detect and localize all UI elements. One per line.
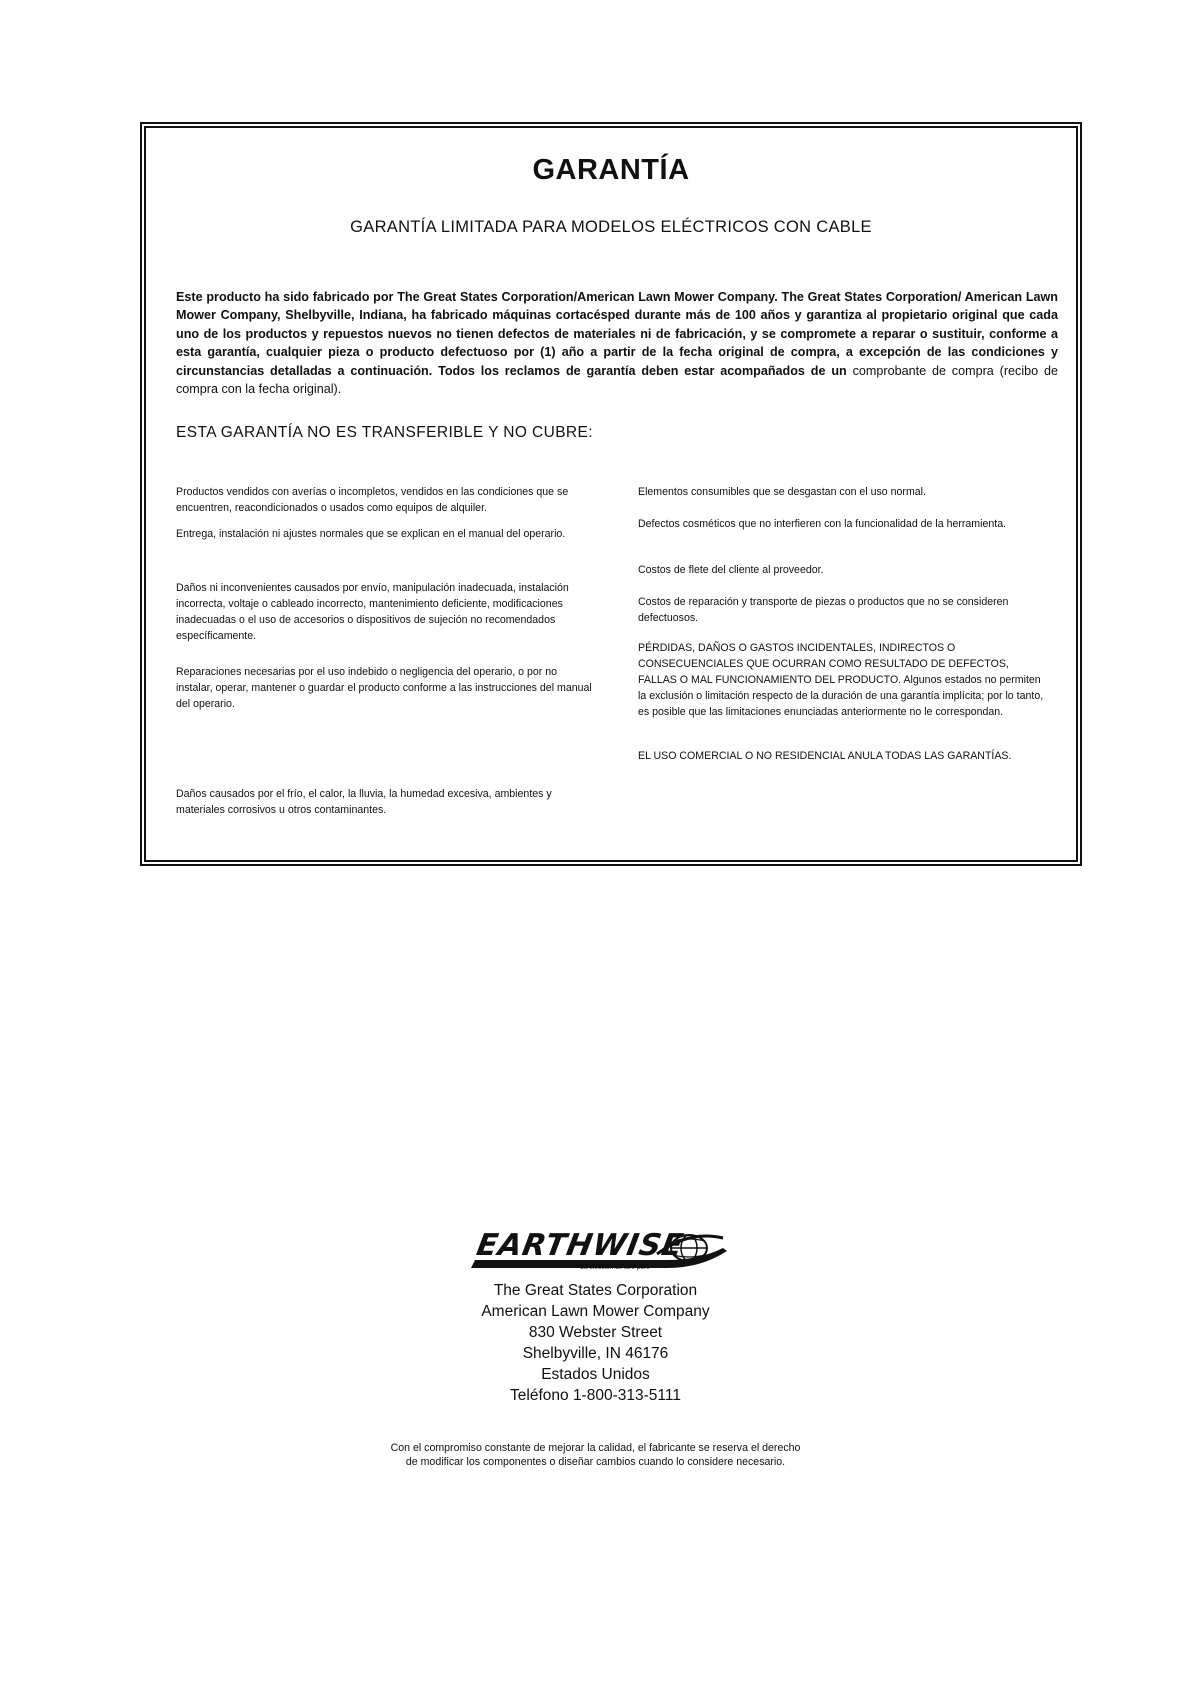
- earthwise-logo: [461, 1228, 731, 1274]
- disclaimer-line: de modificar los componentes o diseñar cambios cuando lo considere necesario.: [405, 1455, 786, 1468]
- company-footer: [0, 1228, 1191, 1469]
- logo-wordmark: EARTHWISE: [473, 1228, 686, 1263]
- disclaimer: [0, 1442, 1191, 1469]
- address-line: 830 Webster Street: [528, 1324, 663, 1341]
- exclusions-heading: ESTA GARANTÍA NO ES TRANSFERIBLE Y NO CUBRE:: [176, 424, 593, 441]
- warranty-subtitle: GARANTÍA LIMITADA PARA MODELOS ELÉCTRICOS CON CABLE: [350, 218, 872, 236]
- exclusions-right-column: [638, 484, 1048, 784]
- address-line: American Lawn Mower Company: [481, 1303, 710, 1320]
- address-line: Estados Unidos: [541, 1366, 650, 1383]
- address-line: Shelbyville, IN 46176: [522, 1345, 669, 1362]
- exclusion-item: PÉRDIDAS, DAÑOS O GASTOS INCIDENTALES, INDIRECTOS O CONSECUENCIALES QUE OCURRAN COMO RESULTADO DE DEFECTOS, FALLAS O MAL FUNCIONAMIENTO DEL PRODUCTO. Algunos estados no permiten la exclusión o limitación respecto de la duración de una garantía implícita; por lo tanto, es posible que las limitaciones enunciadas anteriormente no le correspondan.: [638, 642, 1044, 718]
- exclusion-item: Daños ni inconvenientes causados por envío, manipulación inadecuada, instalación incorrecta, voltaje o cableado incorrecto, mantenimiento deficiente, modificaciones inadecuadas o el uso de accesorios o dispositivos de sujeción no recomendados específicamente.: [176, 582, 569, 642]
- company-address: [0, 1280, 1191, 1406]
- warranty-box: [140, 122, 1082, 866]
- warranty-intro: [176, 288, 1058, 398]
- intro-normal-text: comprobante de compra (recibo de compra con la fecha original).: [176, 363, 1058, 397]
- exclusion-item: Defectos cosméticos que no interfieren con la funcionalidad de la herramienta.: [638, 518, 1007, 530]
- exclusion-item: Entrega, instalación ni ajustes normales que se explican en el manual del operario.: [176, 528, 566, 540]
- exclusion-item: Reparaciones necesarias por el uso indebido o negligencia del operario, o por no instalar, operar, mantener o guardar el producto conforme a las instrucciones del manual del operario.: [176, 666, 592, 710]
- intro-bold-text: Este producto ha sido fabricado por The Great States Corporation/American Lawn Mower Company. The Great States Corporation/ American Lawn Mower Company, Shelbyville, Indiana, ha fabricado máquinas cortacésped durante más de 100 años y garantiza al propietario original que cada uno de los productos y repuestos nuevos no tienen defectos de materiales ni de fabricación, y se compromete a reparar o sustituir, conforme a esta garantía, cualquier pieza o producto defectuoso por (1) año a partir de la fecha original de compra, a excepción de las condiciones y circunstancias detalladas a continuación. Todos los reclamos de garantía deben estar acompañados de un: [176, 290, 1058, 378]
- exclusion-item: EL USO COMERCIAL O NO RESIDENCIAL ANULA TODAS LAS GARANTÍAS.: [638, 750, 1012, 762]
- address-line: Teléfono 1-800-313-5111: [510, 1387, 681, 1404]
- exclusion-item: Costos de reparación y transporte de piezas o productos que no se consideren defectuosos.: [638, 596, 1009, 624]
- disclaimer-line: Con el compromiso constante de mejorar la calidad, el fabricante se reserva el derecho: [390, 1442, 801, 1454]
- exclusion-item: Elementos consumibles que se desgastan con el uso normal.: [638, 486, 926, 498]
- page-title: GARANTÍA: [532, 154, 690, 186]
- exclusions-left-column: [176, 484, 596, 834]
- exclusion-item: Costos de flete del cliente al proveedor.: [638, 564, 824, 576]
- exclusion-item: Daños causados por el frío, el calor, la lluvia, la humedad excesiva, ambientes y materiales corrosivos u otros contaminantes.: [176, 788, 552, 816]
- exclusion-item: Productos vendidos con averías o incompletos, vendidos en las condiciones que se encuentren, reacondicionados o usados como equipos de alquiler.: [176, 486, 569, 514]
- address-line: The Great States Corporation: [493, 1282, 698, 1299]
- logo-tagline: La elección de aire puro: [580, 1264, 650, 1271]
